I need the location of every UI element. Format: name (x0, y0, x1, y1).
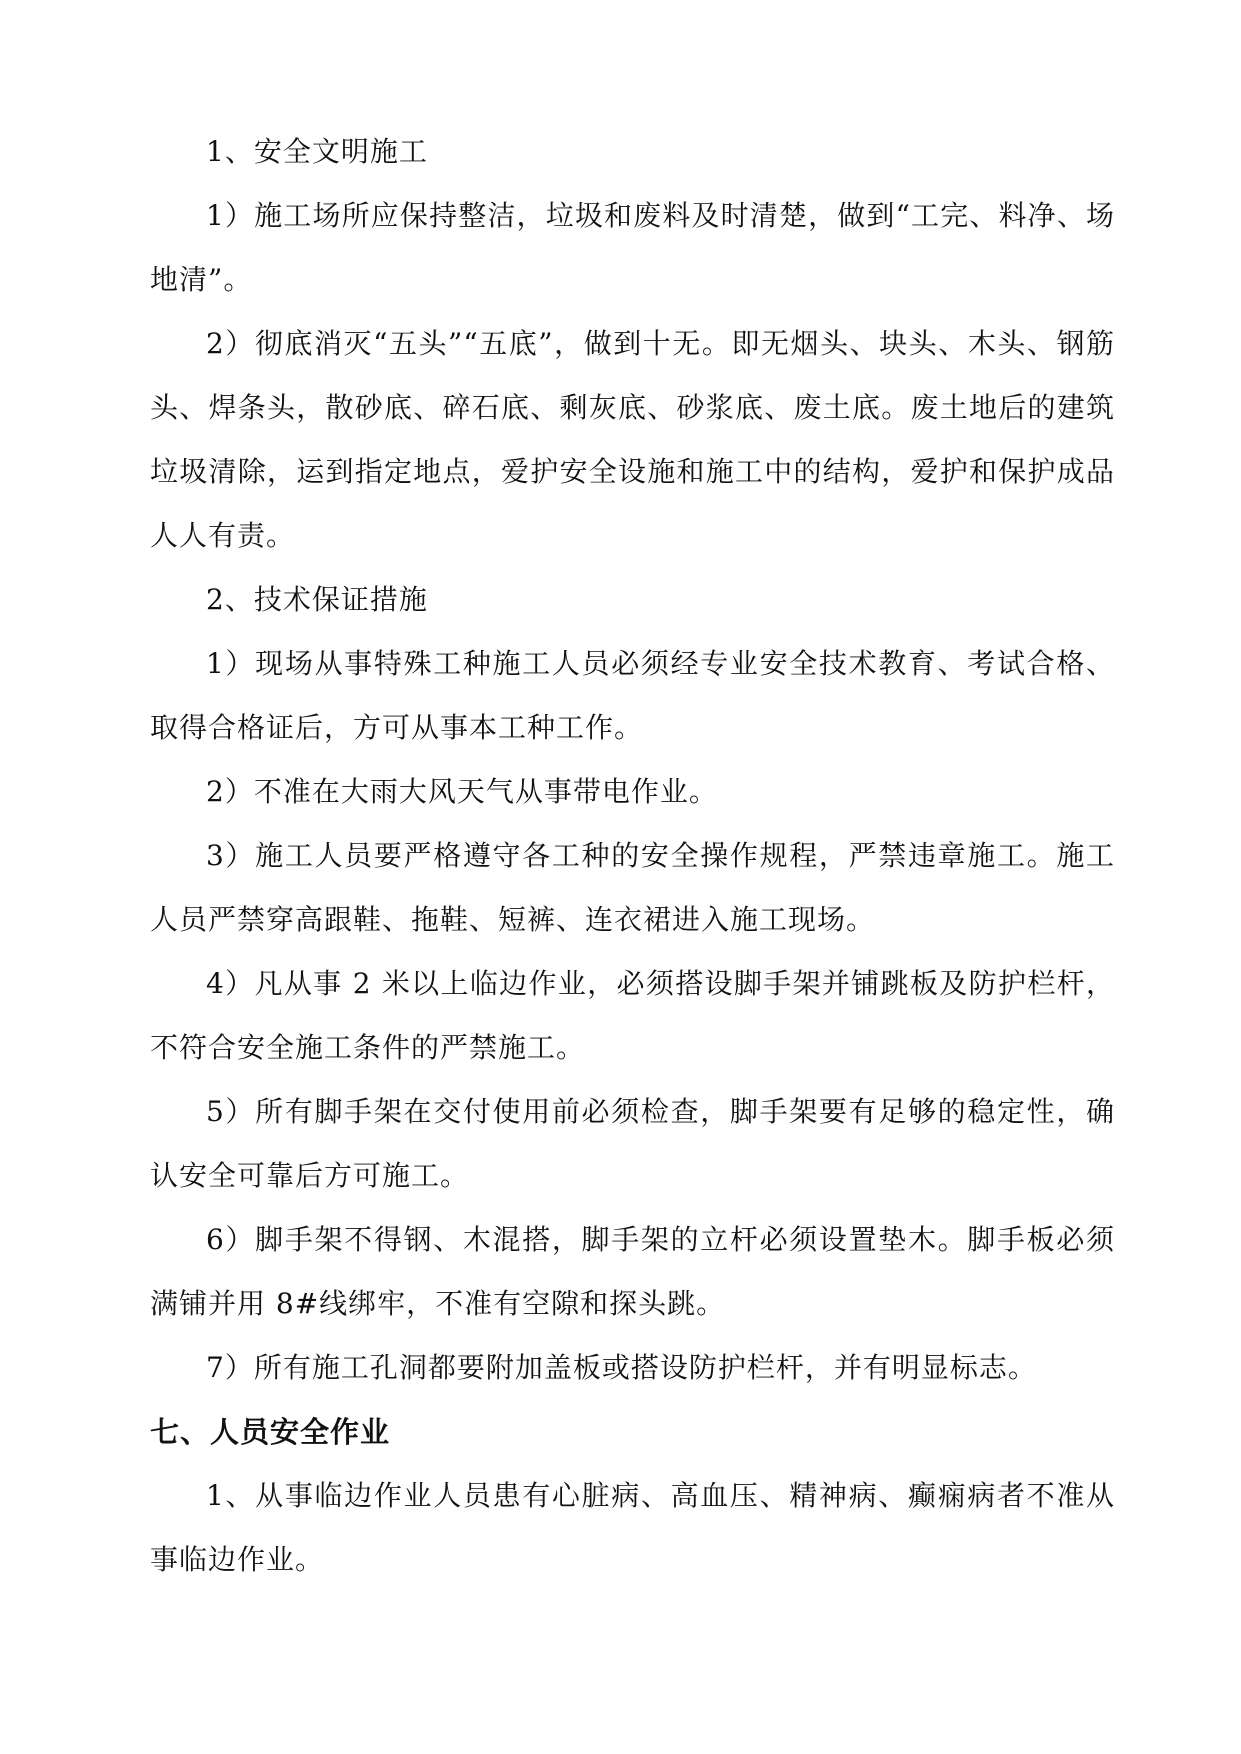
section-title-technical-measures: 2、技术保证措施 (206, 583, 428, 616)
paragraph-item: 2）不准在大雨大风天气从事带电作业。 (206, 775, 718, 808)
paragraph-item: 5）所有脚手架在交付使用前必须检查，脚手架要有足够的稳定性，确认安全可靠后方可施工。 (150, 1095, 1115, 1192)
paragraph-item: 1、从事临边作业人员患有心脏病、高血压、精神病、癫痫病者不准从事临边作业。 (150, 1479, 1115, 1576)
paragraph-item: 6）脚手架不得钢、木混搭，脚手架的立杆必须设置垫木。脚手板必须满铺并用 8#线绑牢，不准有空隙和探头跳。 (150, 1223, 1115, 1320)
paragraph-item: 4）凡从事 2 米以上临边作业，必须搭设脚手架并铺跳板及防护栏杆，不符合安全施工条件的严禁施工。 (150, 967, 1115, 1064)
paragraph-item: 1）现场从事特殊工种施工人员必须经专业安全技术教育、考试合格、取得合格证后，方可从事本工种工作。 (150, 647, 1115, 744)
paragraph-item: 2）彻底消灭“五头”“五底”，做到十无。即无烟头、块头、木头、钢筋头、焊条头，散砂底、碎石底、剩灰底、砂浆底、废土底。废土地后的建筑垃圾清除，运到指定地点，爱护安全设施和施工中的结构，爱护和保护成品人人有责。 (150, 327, 1115, 552)
document-body (150, 120, 1115, 1592)
paragraph-item: 3）施工人员要严格遵守各工种的安全操作规程，严禁违章施工。施工人员严禁穿高跟鞋、拖鞋、短裤、连衣裙进入施工现场。 (150, 839, 1115, 936)
paragraph-item: 7）所有施工孔洞都要附加盖板或搭设防护栏杆，并有明显标志。 (206, 1351, 1037, 1384)
paragraph-item: 1）施工场所应保持整洁，垃圾和废料及时清楚，做到“工完、料净、场地清”。 (150, 199, 1115, 296)
chapter-heading: 七、人员安全作业 (150, 1415, 391, 1449)
section-title-safe-construction: 1、安全文明施工 (206, 135, 428, 168)
